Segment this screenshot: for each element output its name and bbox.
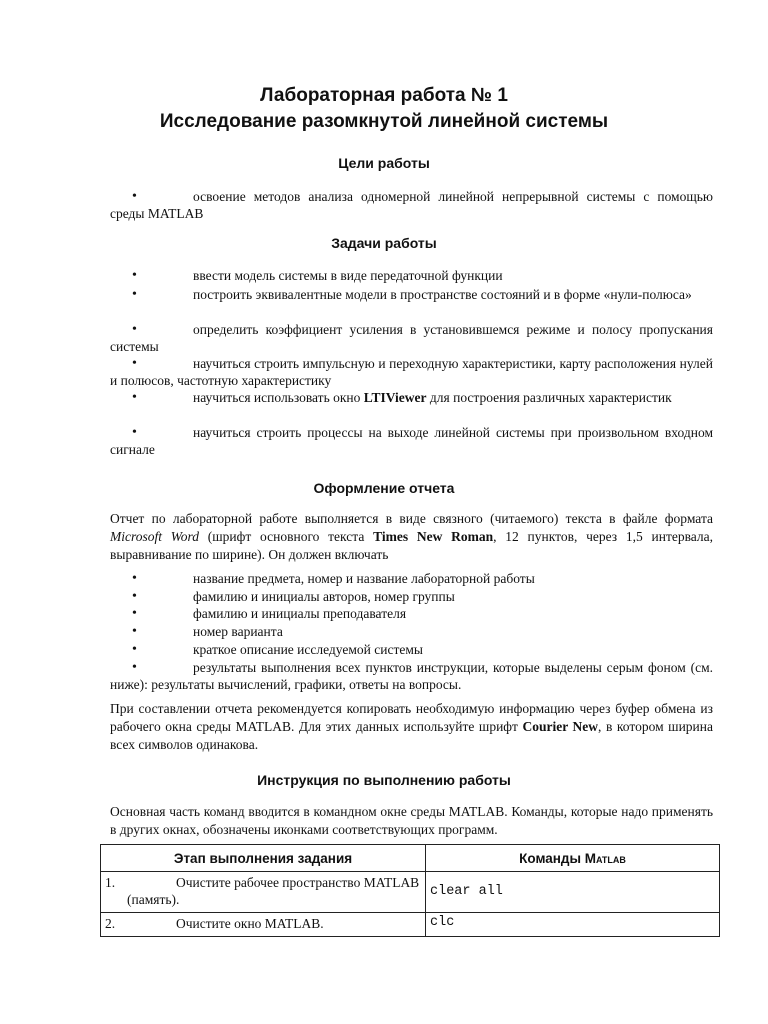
- document-subtitle: Исследование разомкнутой линейной системы: [159, 111, 609, 132]
- step-text: Очистите окно MATLAB.: [176, 916, 324, 931]
- tasks-item-3: • определить коэффициент усиления в установившемся режиме и полосу пропускания системы: [110, 321, 713, 355]
- report-item-1: • название предмета, номер и название лабораторной работы: [110, 570, 713, 587]
- table-row: [101, 913, 720, 937]
- tasks-item-6: • научиться строить процессы на выходе линейной системы при произвольном входном сигнале: [110, 424, 713, 458]
- report-item-4: • номер варианта: [110, 623, 713, 640]
- step-number: 1.: [105, 875, 116, 890]
- step-number: 2.: [105, 916, 116, 931]
- report-item-3: • фамилию и инициалы преподавателя: [110, 605, 713, 622]
- instructions-intro: Основная часть команд вводится в командном окне среды MATLAB. Команды, которые надо применять в других окнах, обозначены иконками соответствующих программ.: [110, 804, 713, 837]
- table-cell-command: [426, 913, 720, 937]
- table-header-stage: Этап выполнения задания: [101, 845, 426, 872]
- table-cell-stage: [101, 872, 426, 913]
- table-header-row: [101, 845, 720, 872]
- report-intro: Отчет по лабораторной работе выполняется в виде связного (читаемого) текста в файле формата Microsoft Word (шрифт основного текста Times New Roman, 12 пунктов, через 1,5 интервала, выравнивание по ширине). Он должен включать: [110, 511, 714, 562]
- goals-heading: Цели работы: [338, 155, 430, 171]
- table-row: [101, 872, 720, 913]
- table-cell-stage: [101, 913, 426, 937]
- report-item-2: • фамилию и инициалы авторов, номер группы: [110, 588, 713, 605]
- tasks-item-5: • научиться использовать окно LTIViewer для построения различных характеристик: [110, 389, 713, 406]
- goals-item: • освоение методов анализа одномерной линейной непрерывной системы с помощью среды MATLAB: [110, 188, 713, 222]
- document-title: Лабораторная работа № 1: [260, 85, 508, 106]
- step-text: Очистите рабочее пространство MATLAB (память).: [127, 875, 420, 907]
- table-cell-command: [426, 872, 720, 913]
- tasks-item-1: • ввести модель системы в виде передаточной функции: [110, 267, 713, 284]
- tasks-heading: Задачи работы: [331, 235, 437, 251]
- instructions-heading: Инструкция по выполнению работы: [257, 772, 511, 788]
- report-item-5: • краткое описание исследуемой системы: [110, 641, 713, 658]
- report-heading: Оформление отчета: [313, 480, 455, 496]
- command-code: clear all: [430, 884, 503, 899]
- table-header-commands: Команды Matlab: [426, 845, 720, 872]
- report-item-6: • результаты выполнения всех пунктов инструкции, которые выделены серым фоном (см. ниже): результаты вычислений, графики, ответы на вопросы.: [110, 659, 713, 693]
- command-code: clc: [430, 915, 455, 930]
- instructions-table: [100, 844, 720, 937]
- tasks-item-4: • научиться строить импульсную и переходную характеристики, карту расположения нулей и полюсов, частотную характеристику: [110, 355, 713, 389]
- tasks-item-2: • построить эквивалентные модели в пространстве состояний и в форме «нули-полюса»: [110, 286, 713, 303]
- report-note: При составлении отчета рекомендуется копировать необходимую информацию через буфер обмена из рабочего окна среды MATLAB. Для этих данных используйте шрифт Courier New, в котором ширина всех символов одинакова.: [110, 701, 713, 752]
- ltiviewer-name: LTIViewer: [363, 390, 427, 405]
